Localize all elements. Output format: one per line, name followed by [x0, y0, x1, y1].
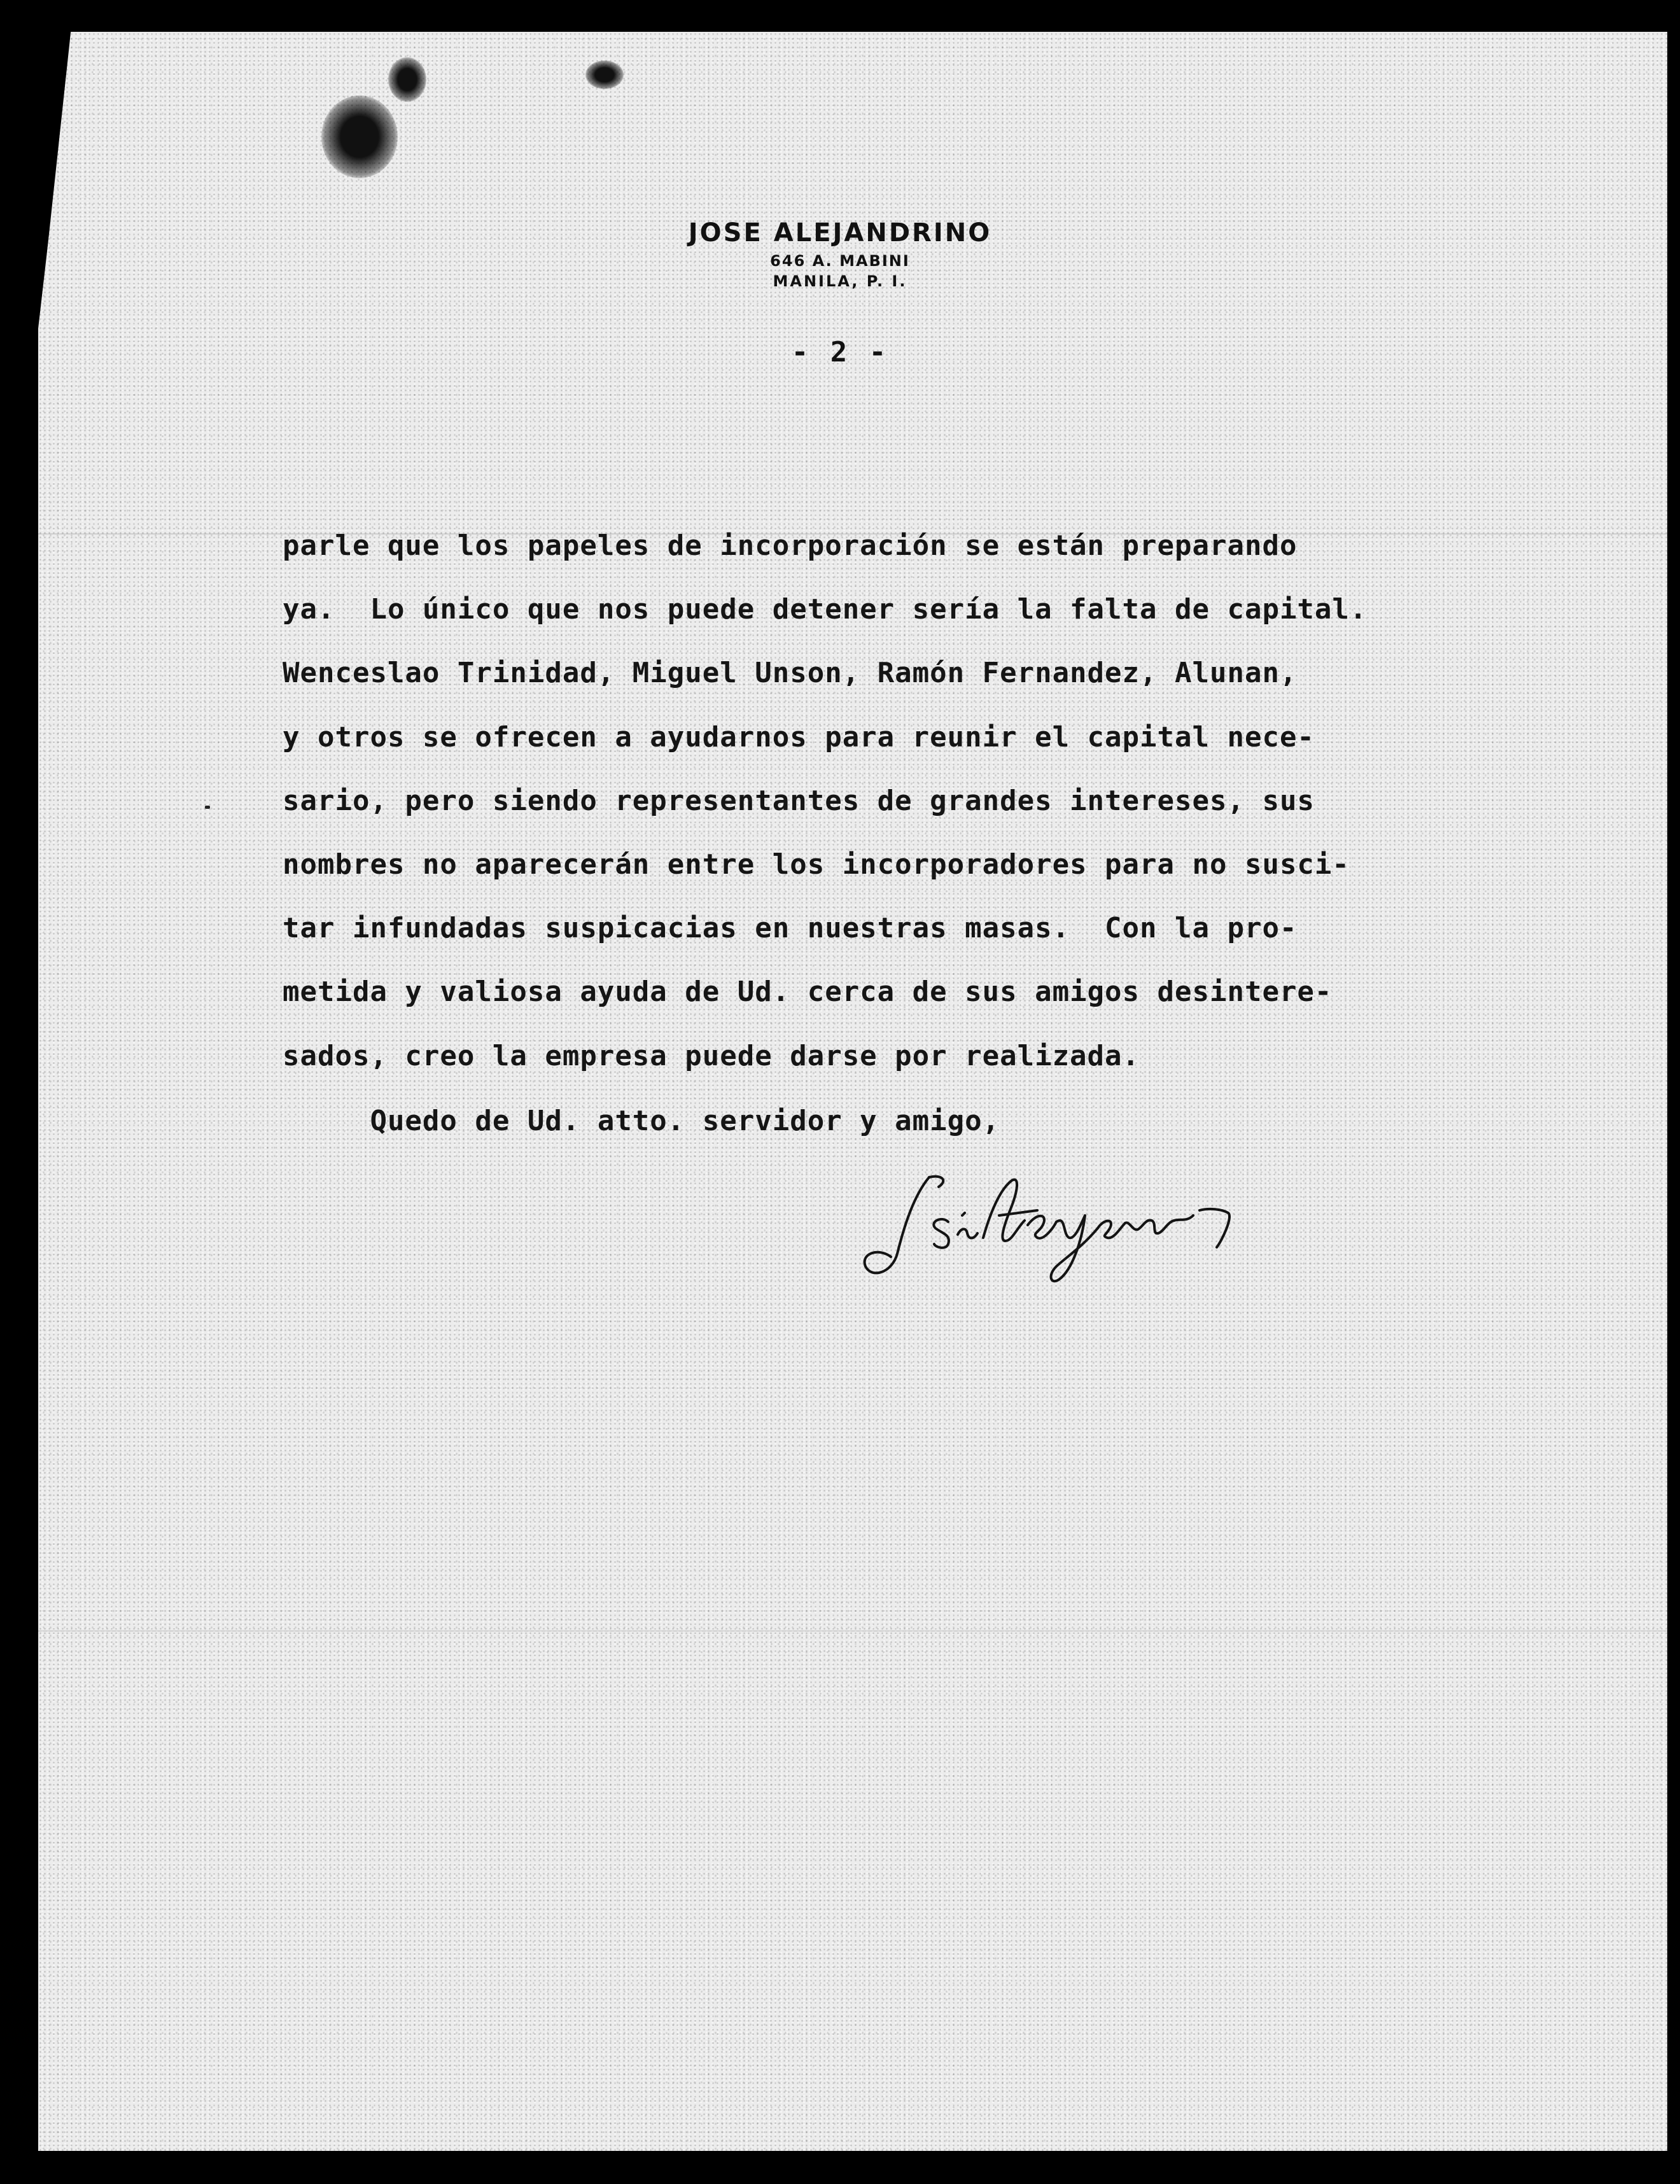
body-line: sario, pero siendo representantes de grandes intereses, sus: [283, 785, 1315, 817]
letterhead-street: 646 A. MABINI: [770, 252, 910, 270]
body-line: y otros se ofrecen a ayudarnos para reunir el capital nece-: [283, 721, 1315, 753]
fold-line: [38, 1630, 1667, 1632]
page-number: - 2 -: [791, 336, 889, 368]
margin-mark: [205, 806, 210, 809]
letterhead-name: JOSE ALEJANDRINO: [688, 218, 992, 248]
handwritten-signature: [853, 1152, 1273, 1292]
body-line: tar infundadas suspicacias en nuestras masas. Con la pro-: [283, 912, 1298, 944]
ink-stain: [321, 95, 398, 178]
ink-stain: [388, 57, 426, 102]
body-line: ya. Lo único que nos puede detener sería la falta de capital.: [283, 593, 1368, 626]
body-line: parle que los papeles de incorporación se están preparando: [283, 529, 1298, 562]
body-line: sados, creo la empresa puede darse por realizada.: [283, 1040, 1140, 1072]
body-line: Quedo de Ud. atto. servidor y amigo,: [283, 1105, 1000, 1137]
body-line: nombres no aparecerán entre los incorporadores para no susci-: [283, 848, 1350, 881]
ink-stain: [585, 60, 624, 89]
body-line: metida y valiosa ayuda de Ud. cerca de sus amigos desintere-: [283, 976, 1333, 1008]
letterhead-city: MANILA, P. I.: [773, 272, 907, 290]
body-line: Wenceslao Trinidad, Miguel Unson, Ramón Fernandez, Alunan,: [283, 657, 1298, 689]
